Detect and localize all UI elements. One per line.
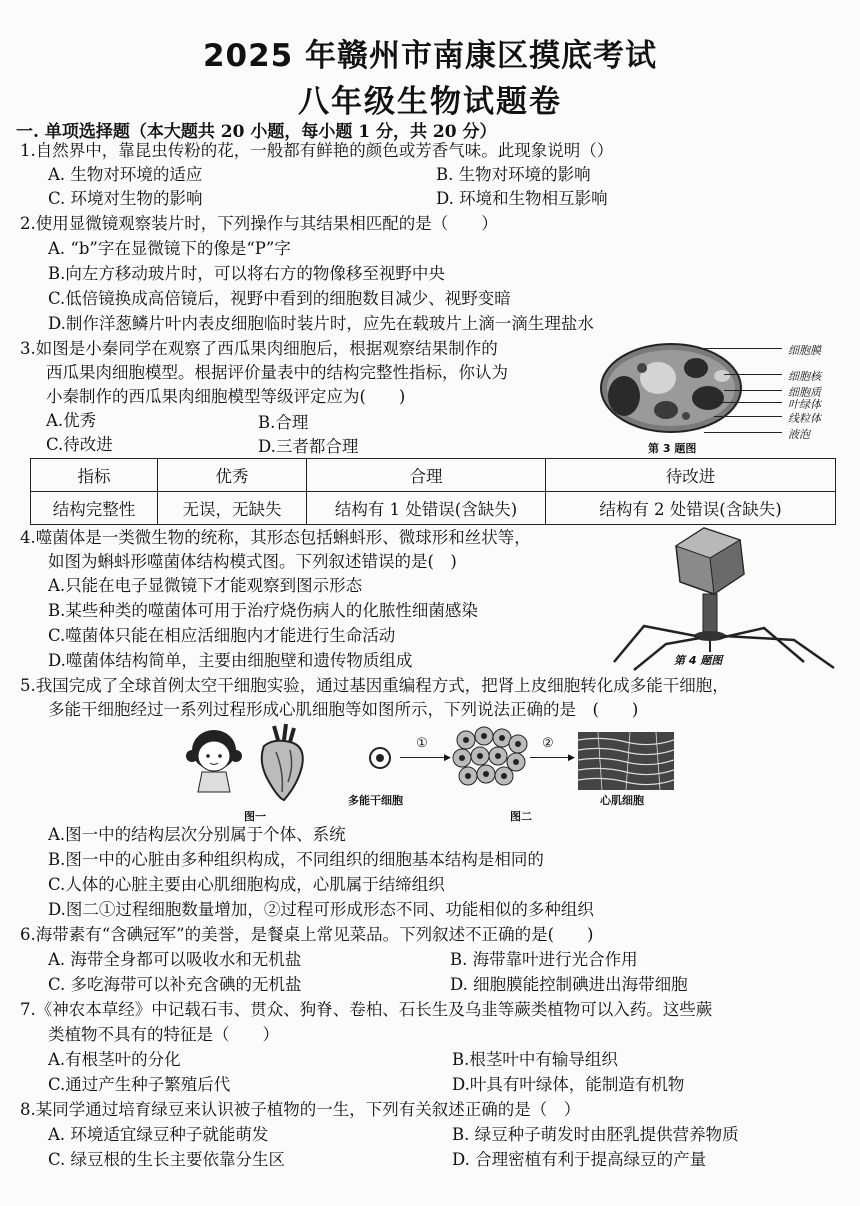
q2-option-c: C.低倍镜换成高倍镜后，视野中看到的细胞数目减少、视野变暗 — [48, 289, 511, 308]
q3-cell-model-figure — [596, 334, 846, 456]
q4-option-b: B.某些种类的噬菌体可用于治疗烧伤病人的化脓性细菌感染 — [48, 601, 478, 620]
q7-stem-line1: 7.《神农本草经》中记载石韦、贯众、狗脊、卷柏、石长生及乌韭等蕨类植物可以入药。这些蕨 — [20, 1000, 713, 1019]
stem-cell-image — [368, 746, 392, 770]
step-2-label: ② — [542, 736, 554, 751]
q3-stem-line2: 西瓜果肉细胞模型。根据评价量表中的结构完整性指标，你认为 — [46, 363, 508, 382]
label-chloroplast: 叶绿体 — [788, 398, 821, 411]
q2-option-d: D.制作洋葱鳞片叶内表皮细胞临时装片时，应先在载玻片上滴一滴生理盐水 — [48, 314, 594, 333]
q3-stem-line1: 3.如图是小秦同学在观察了西瓜果肉细胞后，根据观察结果制作的 — [20, 339, 498, 358]
q6-stem: 6.海带素有“含碘冠军”的美誉，是餐桌上常见菜品。下列叙述不正确的是( ) — [20, 925, 594, 944]
table-header-cell: 优秀 — [158, 459, 307, 492]
q3-option-b: B.合理 — [258, 413, 309, 432]
q7-stem-line2: 类植物不具有的特征是（ ） — [48, 1025, 279, 1044]
q5-option-c: C.人体的心脏主要由心肌细胞构成，心肌属于结缔组织 — [48, 875, 445, 894]
cell-cluster-image — [452, 726, 532, 792]
q5-option-a: A.图一中的结构层次分别属于个体、系统 — [48, 825, 346, 844]
q1-option-d: D. 环境和生物相互影响 — [436, 189, 608, 208]
label-vacuole: 液泡 — [788, 428, 810, 441]
table-header-cell: 待改进 — [546, 459, 836, 492]
arrow-step-1 — [400, 757, 450, 758]
q8-option-a: A. 环境适宜绿豆种子就能萌发 — [48, 1125, 269, 1144]
q8-option-d: D. 合理密植有利于提高绿豆的产量 — [452, 1150, 707, 1169]
q5-figures — [180, 722, 700, 822]
q2-option-a: A. “b”字在显微镜下的像是“P”字 — [48, 239, 291, 258]
table-header-cell: 合理 — [307, 459, 546, 492]
stem-cell-label: 多能干细胞 — [348, 794, 403, 807]
q6-option-c: C. 多吃海带可以补充含碘的无机盐 — [48, 975, 302, 994]
heart-image — [254, 722, 308, 802]
q8-option-b: B. 绿豆种子萌发时由胚乳提供营养物质 — [452, 1125, 739, 1144]
q8-option-c: C. 绿豆根的生长主要依靠分生区 — [48, 1150, 286, 1169]
q1-option-c: C. 环境对生物的影响 — [48, 189, 203, 208]
q6-option-d: D. 细胞膜能控制碘进出海带细胞 — [450, 975, 688, 994]
exam-title: 2025 年赣州市南康区摸底考试 — [202, 38, 658, 74]
q6-option-a: A. 海带全身都可以吸收水和无机盐 — [48, 950, 302, 969]
q5-stem-line1: 5.我国完成了全球首例太空干细胞实验，通过基因重编程方式，把肾上皮细胞转化成多能干细胞， — [20, 676, 729, 695]
arrowhead-icon: ▶ — [444, 753, 451, 763]
label-cell-membrane: 细胞膜 — [788, 344, 821, 357]
q2-stem: 2.使用显微镜观察装片时，下列操作与其结果相匹配的是（ ） — [20, 214, 498, 233]
table-cell: 结构有 2 处错误(含缺失) — [546, 492, 836, 525]
q5-fig2-caption: 图二 — [510, 810, 532, 823]
q4-stem-line1: 4.噬菌体是一类微生物的统称，其形态包括蝌蚪形、微球形和丝状等， — [20, 528, 531, 547]
cell-model-image — [596, 338, 746, 438]
q3-option-c: C.待改进 — [46, 435, 113, 454]
q1-option-b: B. 生物对环境的影响 — [436, 165, 591, 184]
table-header-cell: 指标 — [31, 459, 158, 492]
q4-stem-line2: 如图为蝌蚪形噬菌体结构模式图。下列叙述错误的是( ) — [48, 552, 457, 571]
q7-option-d: D.叶具有叶绿体，能制造有机物 — [452, 1075, 685, 1094]
label-mitochondria: 线粒体 — [788, 412, 821, 425]
q3-figure-caption: 第 3 题图 — [648, 442, 697, 455]
q4-figure-caption: 第 4 题图 — [674, 654, 723, 667]
q3-option-d: D.三者都合理 — [258, 437, 359, 456]
cardiac-muscle-image — [578, 732, 674, 790]
step-1-label: ① — [416, 736, 428, 751]
q4-bacteriophage-figure — [604, 522, 844, 672]
q5-option-d: D.图二①过程细胞数量增加，②过程可形成形态不同、功能相似的多种组织 — [48, 900, 594, 919]
table-cell: 结构完整性 — [31, 492, 158, 525]
q4-option-a: A.只能在电子显微镜下才能观察到图示形态 — [48, 576, 363, 595]
q5-option-b: B.图一中的心脏由多种组织构成，不同组织的细胞基本结构是相同的 — [48, 850, 544, 869]
q1-option-a: A. 生物对环境的适应 — [48, 165, 203, 184]
q4-option-c: C.噬菌体只能在相应活细胞内才能进行生命活动 — [48, 626, 396, 645]
q3-option-a: A.优秀 — [46, 411, 97, 430]
section-heading: 一. 单项选择题（本大题共 20 小题，每小题 1 分，共 20 分） — [16, 122, 497, 142]
q5-fig1-caption: 图一 — [244, 810, 266, 823]
table-cell: 结构有 1 处错误(含缺失) — [307, 492, 546, 525]
table-cell: 无误，无缺失 — [158, 492, 307, 525]
label-cytoplasm: 细胞质 — [788, 386, 821, 399]
q6-option-b: B. 海带靠叶进行光合作用 — [450, 950, 638, 969]
arrowhead-icon: ▶ — [568, 753, 575, 763]
q8-stem: 8.某同学通过培育绿豆来认识被子植物的一生，下列有关叙述正确的是（ ） — [20, 1100, 581, 1119]
girl-image — [186, 726, 242, 794]
heart-cell-label: 心肌细胞 — [600, 794, 644, 807]
q4-option-d: D.噬菌体结构简单，主要由细胞壁和遗传物质组成 — [48, 651, 413, 670]
q7-option-b: B.根茎叶中有输导组织 — [452, 1050, 618, 1069]
q2-option-b: B.向左方移动玻片时，可以将右方的物像移至视野中央 — [48, 264, 445, 283]
table-row — [31, 492, 836, 525]
q7-option-c: C.通过产生种子繁殖后代 — [48, 1075, 231, 1094]
q3-stem-line3: 小秦制作的西瓜果肉细胞模型等级评定应为( ) — [46, 387, 406, 406]
q5-stem-line2: 多能干细胞经过一系列过程形成心肌细胞等如图所示，下列说法正确的是 ( ) — [48, 700, 639, 719]
q3-evaluation-table — [30, 458, 836, 525]
bacteriophage-image — [604, 522, 844, 672]
table-header-row — [31, 459, 836, 492]
label-nucleus: 细胞核 — [788, 370, 821, 383]
q1-stem: 1.自然界中，靠昆虫传粉的花，一般都有鲜艳的颜色或芳香气味。此现象说明（） — [20, 141, 614, 160]
q7-option-a: A.有根茎叶的分化 — [48, 1050, 181, 1069]
exam-subtitle: 八年级生物试题卷 — [298, 84, 562, 120]
